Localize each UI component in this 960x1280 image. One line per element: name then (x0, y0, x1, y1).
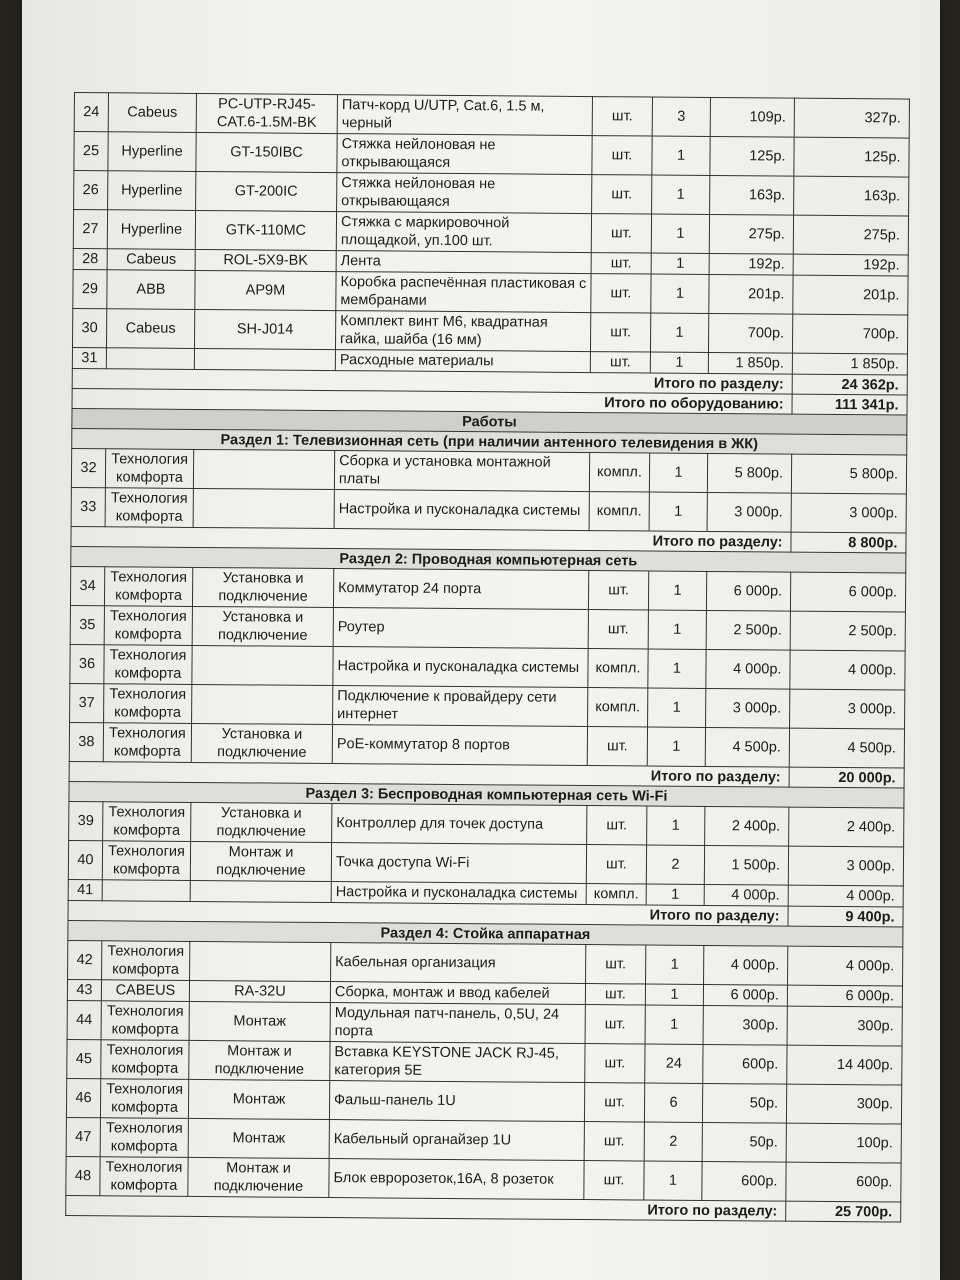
price-cell: 4 000р. (706, 649, 790, 689)
table-row (71, 487, 906, 533)
sum-cell: 700р. (792, 314, 907, 354)
sum-cell: 2 400р. (789, 807, 904, 847)
description-cell: Стяжка нейлоновая не открывающаяся (337, 134, 592, 175)
description-cell: Контроллер для точек доступа (332, 804, 587, 845)
quantity-cell: 1 (650, 352, 708, 373)
description-cell: Роутер (333, 608, 588, 649)
description-cell: Точка доступа Wi-Fi (331, 843, 586, 884)
unit-cell: компл. (586, 884, 646, 905)
sum-cell: 192р. (793, 254, 908, 276)
model-cell: Установка и подключение (191, 802, 332, 842)
unit-cell: шт. (588, 610, 648, 649)
table-row (71, 448, 906, 494)
row-number: 29 (73, 269, 107, 308)
unit-cell: шт. (585, 1044, 645, 1083)
unit-cell: шт. (587, 806, 647, 845)
description-cell: Кабельный органайзер 1U (329, 1120, 584, 1161)
quantity-cell: 1 (649, 492, 707, 531)
sum-cell: 14 400р. (787, 1045, 902, 1085)
vendor-cell: Cabeus (106, 309, 194, 349)
table-row (69, 722, 904, 768)
unit-cell: шт. (584, 1122, 644, 1161)
price-cell: 1 500р. (704, 845, 788, 885)
price-cell: 4 500р. (705, 727, 789, 767)
price-cell: 50р. (702, 1083, 786, 1123)
table-row (70, 566, 905, 612)
vendor-cell (102, 880, 190, 902)
model-cell: GTK-110MC (195, 210, 336, 250)
description-cell: Стяжка с маркировочной площадкой, уп.100 шт. (336, 212, 591, 253)
row-number: 28 (73, 248, 107, 269)
total-label: Итого по разделу: (66, 1195, 786, 1221)
unit-cell: шт. (584, 1083, 644, 1122)
total-label: Итого по разделу: (69, 761, 789, 787)
section-title: Раздел 3: Беспроводная компьютерная сеть Wi-Fi (69, 781, 904, 808)
price-cell: 125р. (710, 136, 794, 176)
description-cell: Патч-корд U/UTP, Cat.6, 1.5 м, черный (337, 95, 592, 136)
section-title: Работы (72, 408, 907, 435)
description-cell: Настройка и пусконаладка системы (334, 490, 589, 531)
unit-cell: компл. (588, 649, 648, 688)
vendor-cell: Cabeus (107, 249, 195, 271)
row-number: 46 (66, 1078, 100, 1117)
unit-cell: шт. (592, 175, 652, 214)
unit-cell: шт. (586, 945, 646, 984)
description-cell: Кабельная организация (331, 943, 586, 984)
estimate-table (65, 92, 910, 1223)
quantity-cell: 1 (652, 175, 710, 214)
price-cell: 4 000р. (704, 945, 788, 985)
row-number: 42 (68, 940, 102, 979)
row-number: 25 (74, 132, 108, 171)
table-row (67, 1039, 902, 1085)
total-value: 24 362р. (792, 374, 907, 395)
vendor-cell: Технология комфорта (101, 1001, 189, 1041)
sum-cell: 600р. (786, 1162, 901, 1202)
vendor-cell: ABB (107, 270, 195, 310)
vendor-cell: Hyperline (107, 210, 195, 250)
description-cell: Коробка распечённая пластиковая с мембранами (336, 272, 591, 313)
quantity-cell: 1 (648, 688, 706, 727)
quantity-cell: 1 (650, 313, 708, 352)
row-number: 39 (69, 801, 103, 840)
row-number: 31 (72, 347, 106, 368)
quantity-cell: 1 (648, 610, 706, 649)
estimate-sheet (65, 92, 909, 1223)
model-cell: Монтаж и подключение (188, 1157, 329, 1197)
table-row (70, 683, 905, 729)
model-cell: Монтаж (188, 1118, 329, 1158)
total-label: Итого по разделу: (68, 900, 788, 926)
sum-cell: 4 000р. (788, 885, 903, 907)
vendor-cell: Технология комфорта (100, 1118, 188, 1158)
price-cell: 2 400р. (705, 806, 789, 846)
unit-cell: шт. (588, 571, 648, 610)
price-cell: 3 000р. (707, 492, 791, 532)
model-cell (194, 348, 335, 370)
description-cell: Настройка и пусконаладка системы (333, 647, 588, 688)
vendor-cell: Технология комфорта (103, 723, 191, 763)
sum-cell: 201р. (793, 275, 908, 315)
price-cell: 50р. (702, 1122, 786, 1162)
total-value: 25 700р. (786, 1201, 901, 1222)
quantity-cell: 1 (648, 571, 706, 610)
unit-cell: шт. (591, 253, 651, 274)
row-number: 37 (70, 683, 104, 722)
model-cell: Монтаж (189, 1001, 330, 1041)
description-cell: Подключение к провайдеру сети интернет (333, 686, 588, 727)
row-number: 47 (66, 1117, 100, 1156)
row-number: 35 (70, 605, 104, 644)
price-cell: 5 800р. (707, 453, 791, 493)
table-row (66, 1117, 901, 1163)
price-cell: 1 850р. (708, 352, 792, 374)
table-row (68, 840, 903, 886)
quantity-cell: 2 (646, 845, 704, 884)
row-number: 48 (66, 1156, 100, 1195)
sum-cell: 1 850р. (792, 353, 907, 375)
quantity-cell: 1 (645, 984, 703, 1005)
section-title: Раздел 4: Стойка аппаратная (68, 920, 903, 947)
sum-cell: 100р. (786, 1123, 901, 1163)
model-cell: GT-200IC (196, 171, 337, 211)
quantity-cell: 24 (645, 1044, 703, 1083)
vendor-cell (106, 348, 194, 370)
model-cell (190, 880, 331, 902)
table-row (69, 801, 904, 847)
row-number: 34 (70, 566, 104, 605)
table-row (73, 269, 908, 315)
section-title: Раздел 1: Телевизионная сеть (при наличии антенного телевидения в ЖК) (72, 428, 907, 455)
total-value: 111 341р. (792, 394, 907, 415)
row-number: 26 (74, 171, 108, 210)
price-cell: 4 000р. (704, 884, 788, 906)
description-cell: Вставка KEYSTONE JACK RJ-45, категория 5E (330, 1042, 585, 1083)
total-label: Итого по разделу: (71, 526, 791, 552)
model-cell: Установка и подключение (192, 606, 333, 646)
table-row (70, 644, 905, 690)
sum-cell: 275р. (793, 215, 908, 255)
price-cell: 6 000р. (703, 984, 787, 1006)
description-cell: PoE-коммутатор 8 портов (332, 725, 587, 766)
paper-sheet (22, 0, 940, 1280)
quantity-cell: 1 (648, 649, 706, 688)
total-label: Итого по разделу: (72, 368, 792, 394)
price-cell: 109р. (710, 97, 794, 137)
quantity-cell: 1 (646, 945, 704, 984)
unit-cell: шт. (590, 352, 650, 373)
price-cell: 201р. (709, 274, 793, 314)
sum-cell: 300р. (787, 1006, 902, 1046)
row-number: 30 (72, 308, 106, 347)
sum-cell: 163р. (794, 176, 909, 216)
quantity-cell: 1 (651, 214, 709, 253)
unit-cell: шт. (591, 214, 651, 253)
quantity-cell: 1 (651, 274, 709, 313)
model-cell: ROL-5X9-BK (195, 249, 336, 271)
description-cell: Сборка и установка монтажной платы (334, 451, 589, 492)
price-cell: 3 000р. (706, 688, 790, 728)
sum-cell: 4 500р. (789, 728, 904, 768)
unit-cell: шт. (587, 727, 647, 766)
row-number: 43 (67, 979, 101, 1000)
unit-cell: шт. (584, 1161, 644, 1200)
vendor-cell: Технология комфорта (102, 841, 190, 881)
sum-cell: 327р. (794, 98, 909, 138)
vendor-cell: Cabeus (108, 93, 196, 133)
model-cell: AP9M (195, 270, 336, 310)
model-cell (192, 684, 333, 724)
vendor-cell: Технология комфорта (104, 606, 192, 646)
unit-cell: шт. (591, 274, 651, 313)
quantity-cell: 1 (647, 806, 705, 845)
sum-cell: 6 000р. (790, 572, 905, 612)
sum-cell: 125р. (794, 137, 909, 177)
model-cell (192, 645, 333, 685)
row-number: 32 (71, 448, 105, 487)
model-cell (193, 449, 334, 489)
price-cell: 300р. (703, 1005, 787, 1045)
table-row (70, 605, 905, 651)
table-row (68, 940, 903, 986)
model-cell: RA-32U (189, 980, 330, 1002)
vendor-cell: Технология комфорта (105, 449, 193, 489)
quantity-cell: 1 (652, 136, 710, 175)
row-number: 27 (73, 210, 107, 249)
model-cell: GT-150IBC (196, 132, 337, 172)
model-cell (193, 488, 334, 528)
sum-cell: 3 000р. (791, 493, 906, 533)
row-number: 44 (67, 1000, 101, 1039)
table-row (66, 1156, 901, 1202)
vendor-cell: CABEUS (101, 980, 189, 1002)
vendor-cell: Технология комфорта (103, 802, 191, 842)
description-cell: Фальш-панель 1U (329, 1081, 584, 1122)
unit-cell: компл. (589, 492, 649, 531)
table-row (73, 210, 908, 256)
vendor-cell: Технология комфорта (100, 1157, 188, 1197)
model-cell (190, 941, 331, 981)
quantity-cell: 1 (647, 727, 705, 766)
sum-cell: 4 000р. (790, 650, 905, 690)
sum-cell: 4 000р. (788, 946, 903, 986)
table-row (67, 1000, 902, 1046)
model-cell: SH-J014 (194, 309, 335, 349)
description-cell: Коммутатор 24 порта (333, 569, 588, 610)
sum-cell: 300р. (786, 1084, 901, 1124)
quantity-cell: 6 (644, 1083, 702, 1122)
quantity-cell: 1 (651, 253, 709, 274)
price-cell: 192р. (709, 253, 793, 275)
vendor-cell: Hyperline (108, 132, 196, 172)
quantity-cell: 1 (649, 453, 707, 492)
row-number: 38 (69, 722, 103, 761)
vendor-cell: Технология комфорта (104, 567, 192, 607)
total-value: 8 800р. (791, 532, 906, 553)
row-number: 36 (70, 644, 104, 683)
quantity-cell: 1 (645, 1005, 703, 1044)
total-label: Итого по оборудованию: (72, 388, 792, 414)
sum-cell: 3 000р. (790, 689, 905, 729)
vendor-cell: Технология комфорта (102, 941, 190, 981)
vendor-cell: Hyperline (108, 171, 196, 211)
table-row (66, 1078, 901, 1124)
section-title: Раздел 2: Проводная компьютерная сеть (71, 546, 906, 573)
model-cell: Установка и подключение (191, 723, 332, 763)
description-cell: Настройка и пусконаладка системы (331, 882, 586, 905)
unit-cell: шт. (592, 97, 652, 136)
vendor-cell: Технология комфорта (105, 488, 193, 528)
quantity-cell: 2 (644, 1122, 702, 1161)
model-cell: Монтаж и подключение (189, 1040, 330, 1080)
description-cell: Модульная патч-панель, 0,5U, 24 порта (330, 1003, 585, 1044)
unit-cell: компл. (589, 453, 649, 492)
description-cell: Стяжка нейлоновая не открывающаяся (337, 173, 592, 214)
description-cell: Лента (336, 251, 591, 274)
quantity-cell: 1 (646, 884, 704, 905)
unit-cell: шт. (585, 1005, 645, 1044)
total-value: 9 400р. (788, 906, 903, 927)
unit-cell: шт. (586, 845, 646, 884)
row-number: 24 (74, 93, 108, 132)
sum-cell: 2 500р. (790, 611, 905, 651)
price-cell: 600р. (703, 1044, 787, 1084)
description-cell: Расходные материалы (335, 350, 590, 373)
sum-cell: 6 000р. (787, 985, 902, 1007)
price-cell: 6 000р. (706, 571, 790, 611)
vendor-cell: Технология комфорта (104, 684, 192, 724)
row-number: 40 (68, 840, 102, 879)
model-cell: Установка и подключение (192, 567, 333, 607)
row-number: 41 (68, 879, 102, 900)
price-cell: 2 500р. (706, 610, 790, 650)
description-cell: Сборка, монтаж и ввод кабелей (330, 982, 585, 1005)
row-number: 45 (67, 1039, 101, 1078)
unit-cell: компл. (588, 688, 648, 727)
table-row (74, 171, 909, 217)
quantity-cell: 3 (652, 97, 710, 136)
table-row (74, 93, 909, 139)
table-row (72, 308, 907, 354)
price-cell: 275р. (709, 214, 793, 254)
price-cell: 700р. (708, 313, 792, 353)
price-cell: 163р. (710, 175, 794, 215)
model-cell: Монтаж (188, 1079, 329, 1119)
description-cell: Блок евророзеток,16А, 8 розеток (329, 1159, 584, 1200)
unit-cell: шт. (590, 313, 650, 352)
total-value: 20 000р. (789, 767, 904, 788)
vendor-cell: Технология комфорта (101, 1040, 189, 1080)
unit-cell: шт. (585, 984, 645, 1005)
sum-cell: 5 800р. (791, 454, 906, 494)
unit-cell: шт. (592, 136, 652, 175)
vendor-cell: Технология комфорта (100, 1079, 188, 1119)
quantity-cell: 1 (644, 1161, 702, 1200)
model-cell: Монтаж и подключение (190, 841, 331, 881)
table-row (74, 132, 909, 178)
price-cell: 600р. (702, 1161, 786, 1201)
model-cell: PC-UTP-RJ45-CAT.6-1.5M-BK (196, 93, 337, 133)
sum-cell: 3 000р. (788, 846, 903, 886)
description-cell: Комплект винт М6, квадратная гайка, шайба (16 мм) (335, 311, 590, 352)
vendor-cell: Технология комфорта (104, 645, 192, 685)
row-number: 33 (71, 487, 105, 526)
